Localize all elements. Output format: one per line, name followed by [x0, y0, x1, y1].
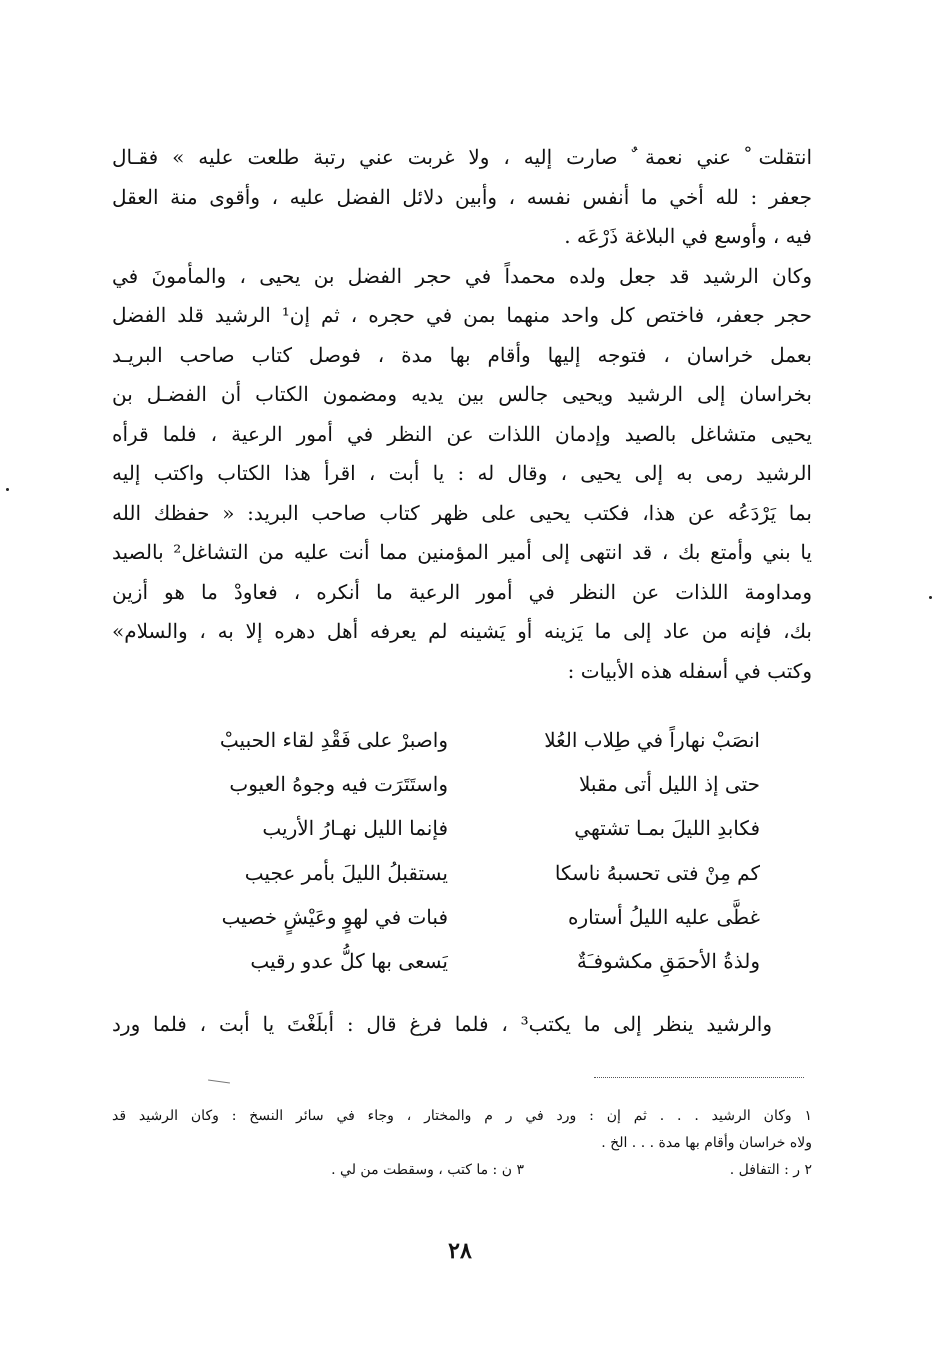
verse-second-hemistich: فبات في لهوٍ وعَيْشٍ خصيب	[221, 904, 448, 929]
poem-verse	[180, 851, 760, 895]
footnote-1: ١ وكان الرشيد . . . ثم إن : ورد في ر م والمختار ، وجاء في سائر النسخ : وكان الرشيد قد	[112, 1108, 812, 1124]
text-line: ومداومة اللذات عن النظر في أمور الرعية ما أنكره ، فعاودْ ما هو أزين	[112, 579, 812, 604]
footnote-row	[112, 1157, 812, 1184]
verse-first-hemistich: كم مِنْ فتى تحسبهُ ناسكا	[554, 860, 760, 885]
verse-second-hemistich: واصبرْ على فَقْدِ لقاء الحبيبْ	[219, 728, 448, 752]
poem-verse	[180, 895, 760, 939]
text-line: جعفر : لله أخي ما أنفس نفسه ، وأبين دلائل الفضل عليه ، وأقوى منة العقل	[112, 184, 812, 209]
margin-speck	[929, 596, 932, 599]
verse-second-hemistich: واستَتَرَت فيه وجوهُ العيوب	[229, 772, 448, 797]
verse-first-hemistich: حتى إذ الليل أتى مقبلا	[578, 772, 760, 797]
footnote-1-continuation: ولاه خراسان وأقام بها مدة . . . الخ .	[601, 1135, 812, 1151]
text-line: والرشيد ينظر إلى ما يكتب³ ، فلما فرغ قال : أبلَغْتَ يا أبت ، فلما ورد	[112, 1012, 772, 1036]
text-line: الرشيد رمى به إلى يحيى ، وقال له : يا أبت ، اقرأ هذا الكتاب واكتب إليه	[112, 461, 812, 485]
footnotes	[112, 1103, 812, 1184]
text-line: بما يَرْدَعُه عن هذا، فكتب يحيى على ظهر كتاب صاحب البريد: « حفظك الله	[112, 500, 812, 525]
verse-first-hemistich: انصَبْ نهاراً في طِلاب العُلا	[544, 728, 760, 752]
verse-first-hemistich: ولذةُ الأحمَقِ مكشوفـَةٌ	[576, 948, 760, 973]
margin-speck	[6, 488, 9, 491]
text-line: انتقلت ْ عني نعمة ٌ صارت إليه ، ولا غربت عني رتبة طلعت عليه » فقـال	[112, 145, 812, 169]
footnote-separator	[594, 1077, 804, 1078]
poem-verse	[180, 806, 760, 850]
text-line: بخراسان إلى الرشيد ويحيى جالس بين يديه ومضمون الكتاب أن الفضـل بن	[112, 382, 812, 406]
text-line: حجر جعفر، فاختص كل واحد منهما بمن في حجره ، ثم إن¹ الرشيد قلد الفضل	[112, 303, 812, 327]
text-after-poem	[112, 1005, 772, 1045]
text-line: بعمل خراسان ، فتوجه إليها وأقام بها مدة ، فوصل كتاب صاحب البريـد	[112, 342, 812, 367]
poem-verse	[180, 762, 760, 806]
poem-verse	[180, 939, 760, 983]
text-line: وكتب في أسفله هذه الأبيات :	[567, 658, 812, 683]
main-text	[112, 138, 812, 691]
verse-second-hemistich: يستقبلُ الليلَ بأمر عجيب	[244, 860, 448, 885]
verse-first-hemistich: غطَّى عليه الليلُ أستاره	[568, 904, 760, 929]
text-line: بك، فإنه من عاد إلى ما يَزينه أو يَشينه لم يعرفه أهل دهره إلا به ، والسلام»	[112, 619, 812, 643]
verse-first-hemistich: فكابدِ الليلَ بمـا تشتهي	[574, 816, 760, 841]
text-line: وكان الرشيد قد جعل ولده محمداً في حجر الفضل بن يحيى ، والمأمونَ في	[112, 263, 812, 288]
verse-second-hemistich: فإنما الليل نهـارُ الأريب	[262, 816, 448, 841]
text-line: فيه ، وأوسع في البلاغة ذَرْعَه .	[564, 224, 812, 248]
poem	[180, 718, 760, 983]
text-line: يا بني وأمتع بك ، قد انتهى إلى أمير المؤمنين مما أنت عليه من التشاغل² بالصيد	[112, 540, 812, 564]
text-line: يحيى متشاغل بالصيد وإدمان اللذات عن النظر في أمور الرعية ، فلما قرأه	[112, 421, 812, 446]
print-mark	[208, 1079, 230, 1083]
poem-verse	[180, 718, 760, 762]
page-number: ٢٨	[448, 1238, 472, 1264]
verse-second-hemistich: يَسعى بها كلُّ عدو رقيب	[250, 948, 448, 973]
footnote-2: ٢ ر : التفافل .	[729, 1162, 812, 1178]
footnote-3: ٣ ن : ما كتب ، وسقطت من لي .	[331, 1162, 524, 1178]
